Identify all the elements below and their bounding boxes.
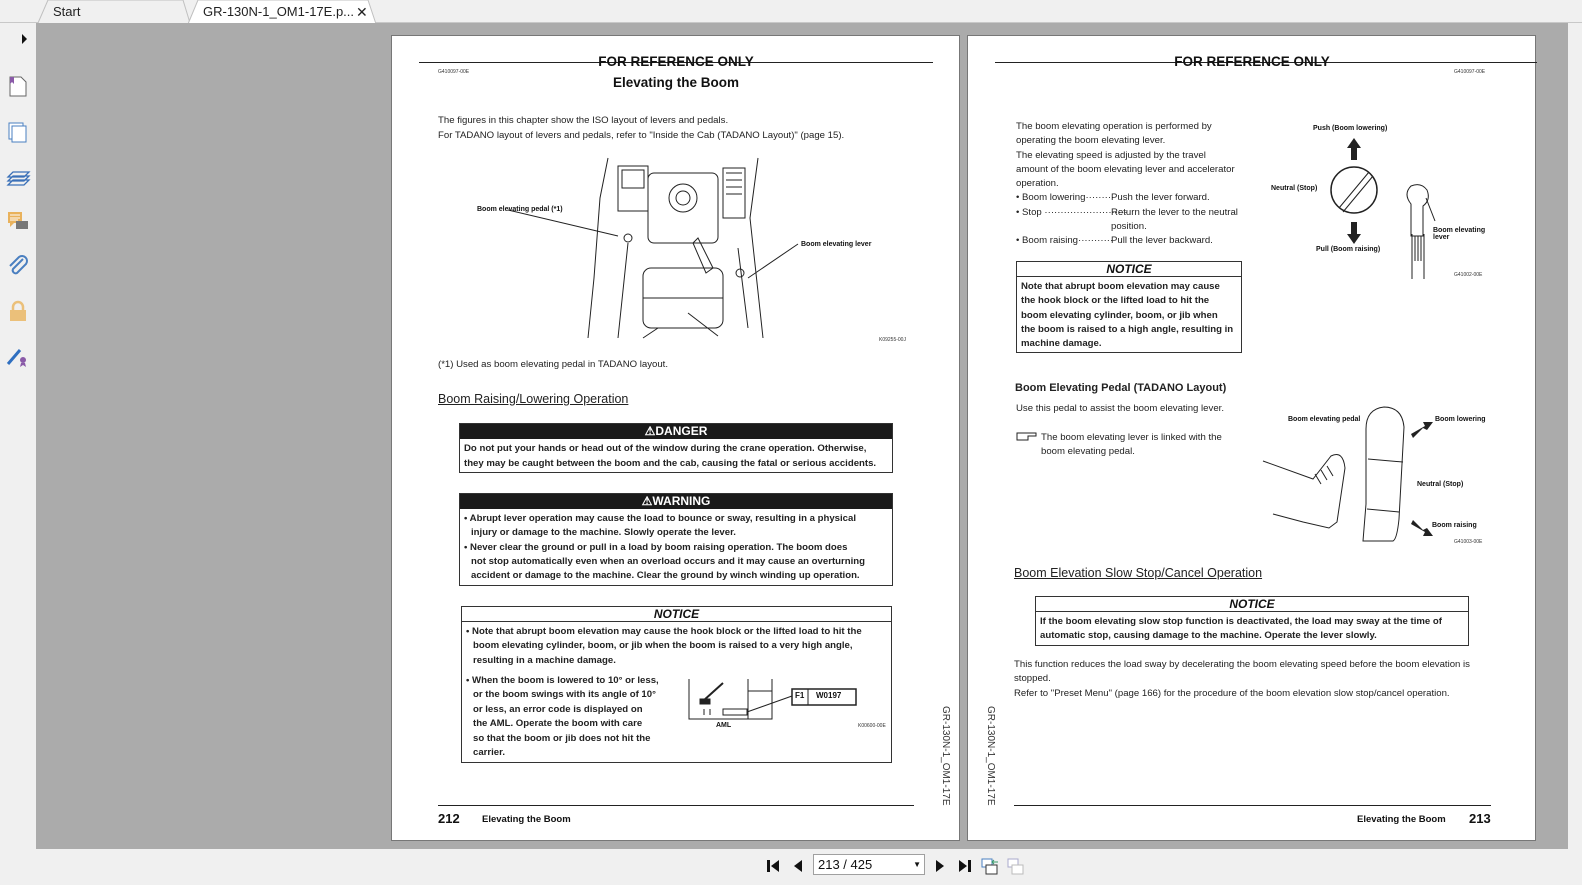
tab-document-label: GR-130N-1_OM1-17E.p... [203, 4, 355, 19]
notice-box [1016, 261, 1242, 353]
danger-line: they may be caught between the boom and the cab, causing the fatal or serious accidents. [464, 458, 877, 469]
notice-line: Note that abrupt boom elevation may cause [1021, 281, 1220, 292]
page-number: 213 [1469, 811, 1491, 826]
intro-line: The elevating speed is adjusted by the travel [1016, 150, 1206, 161]
warning-line: • Abrupt lever operation may cause the load to bounce or sway, resulting in a physical [464, 513, 856, 524]
warning-title: WARNING [652, 494, 711, 508]
tab-start[interactable] [38, 0, 190, 23]
notice-line: If the boom elevating slow stop function is deactivated, the load may sway at the time of [1040, 616, 1442, 627]
figure-code: G41002-00E [1454, 272, 1483, 278]
warning-header: ⚠WARNING [460, 494, 892, 509]
pedal-note: boom elevating pedal. [1041, 446, 1135, 457]
notice-line: • When the boom is lowered to 10° or less, [466, 675, 659, 686]
notice-line: the AML. Operate the boom with care [473, 718, 643, 729]
comments-icon[interactable] [6, 209, 30, 233]
danger-box [459, 423, 893, 473]
tab-document[interactable] [188, 0, 376, 23]
op-action: Push the lever forward. [1111, 192, 1210, 203]
notice-line: resulting in a machine damage. [473, 655, 616, 666]
warning-line: accident or damage to the machine. Clear the ground by winch winding up operation. [471, 570, 860, 581]
notice-line: or less, an error code is displayed on [473, 704, 643, 715]
last-page-icon[interactable] [954, 856, 974, 876]
next-view-icon[interactable] [1006, 856, 1026, 876]
doc-code: G410097-00E [1454, 69, 1486, 75]
page-213 [967, 35, 1536, 841]
intro-line: amount of the boom elevating lever and accelerator [1016, 164, 1235, 175]
lever-label-pull: Pull (Boom raising) [1316, 246, 1381, 253]
page-number-input[interactable] [813, 854, 925, 875]
tab-bar [0, 0, 1582, 23]
op-action: position. [1111, 221, 1147, 232]
footnote: (*1) Used as boom elevating pedal in TADANO layout. [438, 359, 669, 370]
warning-box [459, 493, 893, 586]
pedal-label: Boom elevating pedal [1288, 416, 1361, 423]
op-name: • Boom raising··········· [1016, 235, 1114, 246]
op-action: Return the lever to the neutral [1111, 207, 1238, 218]
notice-title: NOTICE [462, 607, 891, 622]
page-number: 212 [438, 811, 460, 826]
lock-icon[interactable] [6, 299, 30, 323]
figure-label: Boom elevating pedal (*1) [477, 206, 563, 213]
footer-rule [438, 805, 914, 806]
danger-title: DANGER [655, 424, 708, 438]
lever-label-push: Push (Boom lowering) [1313, 125, 1388, 132]
aml-figure [688, 679, 858, 729]
intro-line: The figures in this chapter show the ISO layout of levers and pedals. [438, 115, 729, 126]
op-name: • Boom lowering········· [1016, 192, 1115, 203]
signature-icon[interactable] [6, 344, 30, 368]
lever-label: lever [1433, 234, 1450, 241]
intro-line: operating the boom elevating lever. [1016, 135, 1166, 146]
warning-line: • Never clear the ground or pull in a load by boom raising operation. The boom does [464, 542, 848, 553]
section-heading: Boom Elevation Slow Stop/Cancel Operation [1014, 566, 1263, 580]
sidebar [0, 23, 36, 849]
chevron-down-icon[interactable]: ▼ [913, 860, 921, 869]
aml-key: F1 [795, 691, 805, 700]
notice-box [1035, 596, 1469, 646]
footer-rule [1014, 805, 1491, 806]
subsection-heading: Boom Elevating Pedal (TADANO Layout) [1015, 382, 1227, 394]
notice-title: NOTICE [1017, 262, 1241, 277]
pedal-text: Use this pedal to assist the boom elevating lever. [1016, 403, 1224, 414]
pedal-label-raising: Boom raising [1432, 522, 1477, 529]
section-heading: Boom Raising/Lowering Operation [438, 392, 629, 406]
aml-label: AML [716, 722, 732, 729]
warning-line: not stop automatically even when an overload occurs and it may cause an overturning [471, 556, 865, 567]
body-line: This function reduces the load sway by decelerating the boom elevating speed before the boom elevation is [1014, 659, 1470, 670]
intro-line: operation. [1016, 178, 1059, 189]
lever-diagram [1323, 136, 1453, 281]
lever-label: Boom elevating [1433, 227, 1486, 234]
op-action: Pull the lever backward. [1111, 235, 1213, 246]
side-doc-label: GR-130N-1_OM1-17E [985, 706, 996, 806]
attachment-icon[interactable] [6, 254, 30, 278]
page-navigation-bar [0, 849, 1582, 885]
tab-start-label: Start [53, 4, 81, 19]
layers-icon[interactable] [6, 164, 30, 188]
notice-line: boom elevating cylinder, boom, or jib when the boom is raised to a very high angle, [473, 640, 853, 651]
notice-box [461, 606, 892, 763]
page-title: Elevating the Boom [612, 75, 740, 90]
aml-error-code: W0197 [816, 691, 842, 700]
figure-code: K09255-00J [879, 337, 906, 343]
op-name: • Stop ·························· [1016, 207, 1128, 218]
figure-code: G41003-00E [1454, 539, 1483, 545]
notice-line: the hook block or the lifted load to hit the [1021, 295, 1210, 306]
vertical-scrollbar[interactable] [1568, 23, 1582, 849]
reference-banner: FOR REFERENCE ONLY [1174, 54, 1330, 69]
notice-line: • Note that abrupt boom elevation may cause the hook block or the lifted load to hit the [466, 626, 862, 637]
notice-line: boom elevating cylinder, boom, or jib when [1021, 310, 1218, 321]
pedal-note: The boom elevating lever is linked with the [1041, 432, 1222, 443]
warning-line: injury or damage to the machine. Slowly operate the lever. [471, 527, 736, 538]
previous-view-icon[interactable] [980, 856, 1000, 876]
footer-title: Elevating the Boom [482, 814, 571, 825]
pointing-hand-icon [1016, 431, 1038, 441]
notice-line: or the boom swings with its angle of 10° [473, 689, 656, 700]
close-tab-icon[interactable]: ✕ [356, 4, 368, 20]
page-212 [391, 35, 960, 841]
intro-line: The boom elevating operation is performed by [1016, 121, 1212, 132]
body-line: Refer to "Preset Menu" (page 166) for the procedure of the boom elevation slow stop/cancel operation. [1014, 688, 1450, 699]
notice-line: carrier. [473, 747, 506, 758]
figure-code: K00600-00E [858, 723, 886, 729]
first-page-icon[interactable] [764, 856, 784, 876]
document-viewer[interactable] [36, 23, 1568, 849]
expand-panel-icon[interactable] [6, 27, 30, 51]
doc-code: G410097-00E [438, 69, 470, 75]
notice-line: the boom is raised to a high angle, resulting in [1021, 324, 1234, 335]
pedal-label-lowering: Boom lowering [1435, 416, 1486, 423]
cab-interior-figure [588, 158, 768, 340]
notice-line: machine damage. [1021, 338, 1102, 349]
page-indicator: 213 / 425 [818, 857, 873, 872]
pedal-label-neutral: Neutral (Stop) [1417, 481, 1464, 488]
notice-title: NOTICE [1036, 597, 1468, 612]
lever-label-neutral: Neutral (Stop) [1271, 185, 1318, 192]
side-doc-label: GR-130N-1_OM1-17E [940, 706, 951, 806]
danger-line: Do not put your hands or head out of the window during the crane operation. Otherwise, [464, 443, 867, 454]
danger-header: ⚠DANGER [460, 424, 892, 439]
notice-line: automatic stop, causing damage to the machine. Operate the lever slowly. [1040, 630, 1377, 641]
figure-label: Boom elevating lever [801, 241, 872, 248]
intro-line: For TADANO layout of levers and pedals, refer to "Inside the Cab (TADANO Layout)" (page 15). [438, 130, 845, 141]
bookmark-icon[interactable] [6, 74, 30, 98]
notice-line: so that the boom or jib does not hit the [473, 733, 651, 744]
body-line: stopped. [1014, 673, 1051, 684]
page-thumbnails-icon[interactable] [6, 120, 30, 144]
next-page-icon[interactable] [930, 856, 950, 876]
reference-banner: FOR REFERENCE ONLY [598, 54, 754, 69]
previous-page-icon[interactable] [788, 856, 808, 876]
footer-title: Elevating the Boom [1357, 814, 1446, 825]
